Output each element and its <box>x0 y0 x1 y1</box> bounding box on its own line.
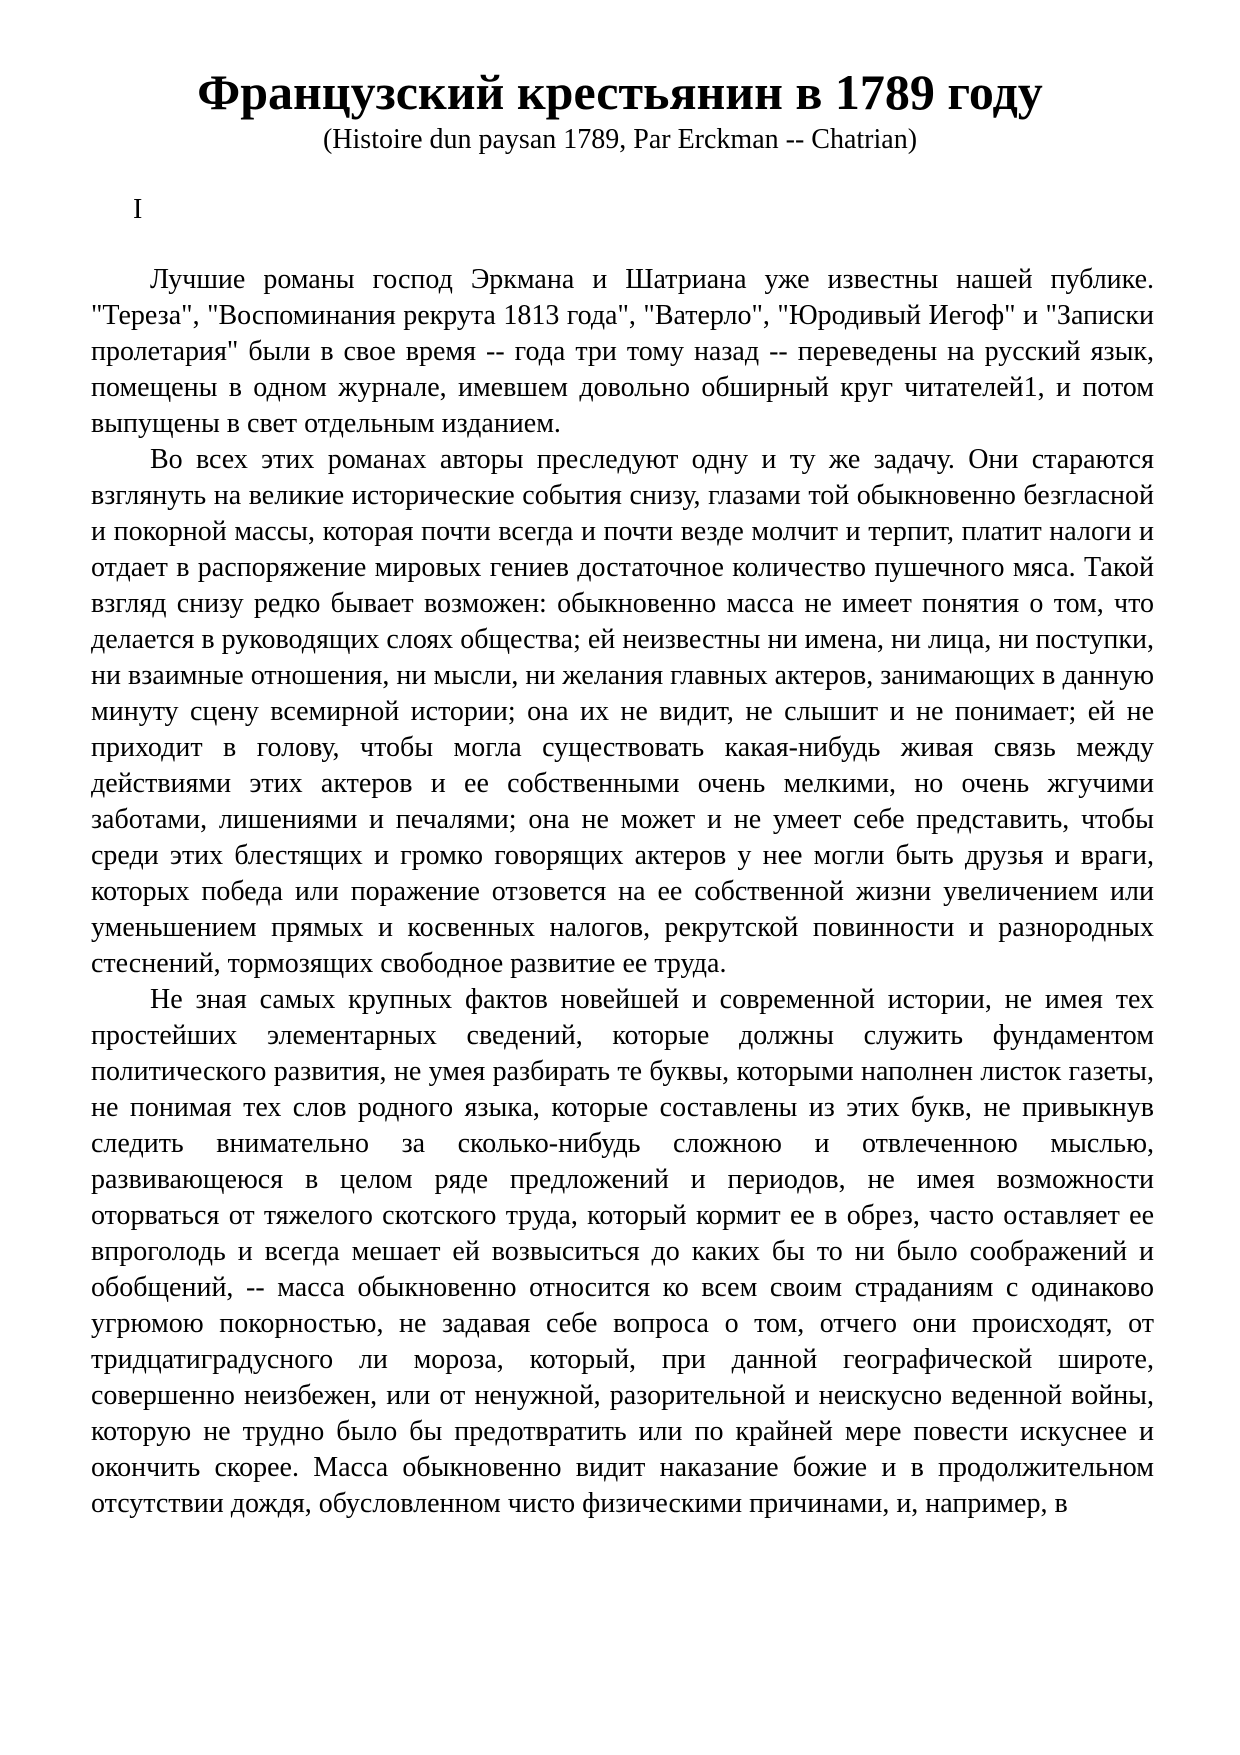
page-subtitle: (Histoire dun paysan 1789, Par Erckman -- Chatrian) <box>322 124 918 155</box>
paragraph: Не зная самых крупных фактов новейшей и современной истории, не имея тех простейших элементарных сведений, которые должны служить фундаментом политического развития, не умея разбирать те буквы, которыми наполнен листок газеты, не понимая тех слов родного языка, которые составлены из этих букв, не привыкнув следить внимательно за сколько-нибудь сложною и отвлеченною мыслью, развивающеюся в целом ряде предложений и периодов, не имея возможности оторваться от тяжелого скотского труда, который кормит ее в обрез, часто оставляет ее впроголодь и всегда мешает ей возвыситься до каких бы то ни было соображений и обобщений, -- масса обыкновенно относится ко всем своим страданиям с одинаково угрюмою покорностью, не задавая себе вопроса о том, отчего они происходят, от тридцатиградусного ли мороза, который, при данной географической широте, совершенно неизбежен, или от ненужной, разорительной и неискусно веденной войны, которую не трудно было бы предотвратить или по крайней мере повести искуснее и окончить скорее. Масса обыкновенно видит наказание божие и в продолжительном отсутствии дождя, обусловленном чисто физическими причинами, и, например, в <box>91 984 1154 1519</box>
paragraph: Лучшие романы господ Эркмана и Шатриана уже известны нашей публике. "Тереза", "Воспоминания рекрута 1813 года", "Ватерло", "Юродивый Иегоф" и "Записки пролетария" были в свое время -- года три тому назад -- переведены на русский язык, помещены в одном журнале, имевшем довольно обширный круг читателей1, и потом выпущены в свет отдельным изданием. <box>91 264 1154 439</box>
page-title: Французский крестьянин в 1789 году <box>197 64 1043 120</box>
chapter-number: I <box>133 194 143 225</box>
body-text <box>91 262 1154 1522</box>
paragraph: Во всех этих романах авторы преследуют одну и ту же задачу. Они стараются взглянуть на великие исторические события снизу, глазами той обыкновенно безгласной и покорной массы, которая почти всегда и почти везде молчит и терпит, платит налоги и отдает в распоряжение мировых гениев достаточное количество пушечного мяса. Такой взгляд снизу редко бывает возможен: обыкновенно масса не имеет понятия о том, что делается в руководящих слоях общества; ей неизвестны ни имена, ни лица, ни поступки, ни взаимные отношения, ни мысли, ни желания главных актеров, занимающих в данную минуту сцену всемирной истории; она их не видит, не слышит и не понимает; ей не приходит в голову, чтобы могла существовать какая-нибудь живая связь между действиями этих актеров и ее собственными очень мелкими, но очень жгучими заботами, лишениями и печалями; она не может и не умеет себе представить, чтобы среди этих блестящих и громко говорящих актеров у нее могли быть друзья и враги, которых победа или поражение отзовется на ее собственной жизни увеличением или уменьшением прямых и косвенных налогов, рекрутской повинности и разнородных стеснений, тормозящих свободное развитие ее труда. <box>91 444 1154 979</box>
